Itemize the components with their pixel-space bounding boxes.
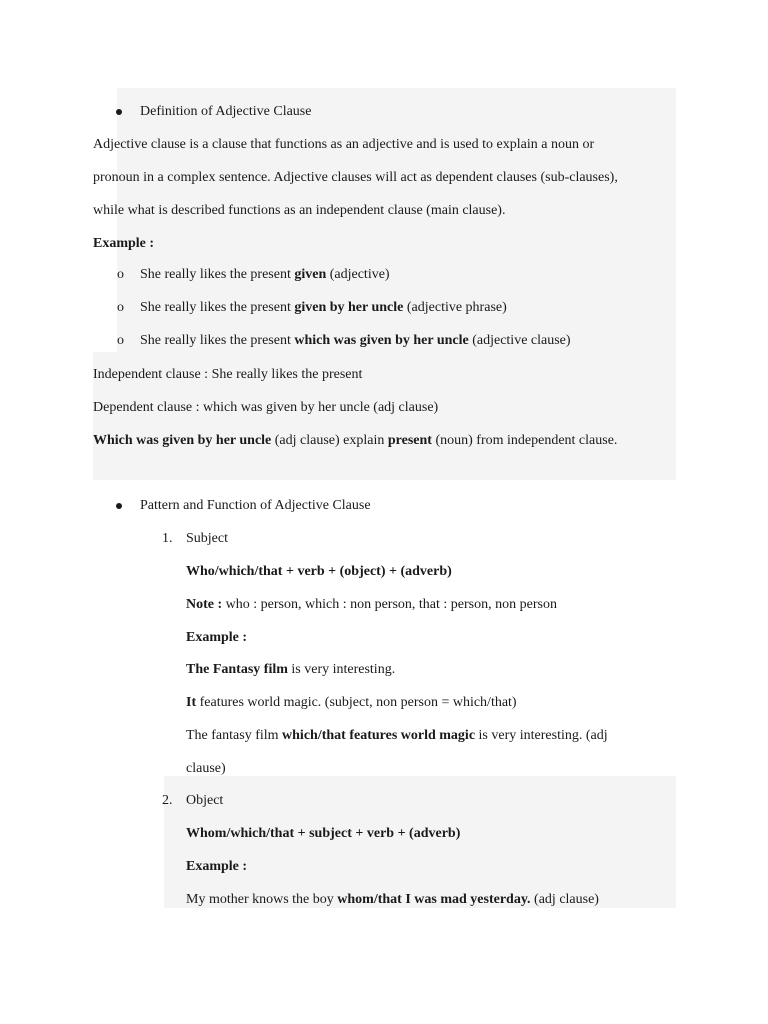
example-sentence-continued: clause): [186, 761, 226, 776]
example-sentence: The fantasy film which/that features world magic is very interesting. (adj: [186, 728, 608, 743]
section-heading-pattern: Pattern and Function of Adjective Clause: [140, 498, 371, 513]
example-item: She really likes the present which was given by her uncle (adjective clause): [140, 333, 571, 348]
dependent-clause-line: Dependent clause : which was given by her uncle (adj clause): [93, 400, 439, 415]
example-sentence: The Fantasy film is very interesting.: [186, 662, 396, 677]
example-item: She really likes the present given (adjective): [140, 267, 390, 282]
list-number: 2.: [162, 793, 173, 808]
section-heading-definition: Definition of Adjective Clause: [140, 104, 312, 119]
pattern-formula: Who/which/that + verb + (object) + (adverb): [186, 564, 452, 579]
bullet-icon: [116, 109, 122, 115]
pattern-formula: Whom/which/that + subject + verb + (adverb): [186, 826, 461, 841]
sub-bullet-marker: o: [117, 267, 124, 282]
independent-clause-line: Independent clause : She really likes the present: [93, 367, 363, 382]
sub-bullet-marker: o: [117, 333, 124, 348]
definition-line-3: while what is described functions as an independent clause (main clause).: [93, 203, 506, 218]
example-sentence: My mother knows the boy whom/that I was mad yesterday. (adj clause): [186, 892, 599, 907]
example-item: She really likes the present given by her uncle (adjective phrase): [140, 300, 507, 315]
list-item-title: Object: [186, 793, 224, 808]
definition-line-2: pronoun in a complex sentence. Adjective clauses will act as dependent clauses (sub-clauses),: [93, 170, 618, 185]
note-line: Note : who : person, which : non person, that : person, non person: [186, 597, 557, 612]
list-number: 1.: [162, 531, 173, 546]
definition-line-1: Adjective clause is a clause that functions as an adjective and is used to explain a noun or: [93, 137, 595, 152]
example-label: Example :: [93, 236, 155, 251]
example-label: Example :: [186, 859, 248, 874]
example-label: Example :: [186, 630, 248, 645]
example-sentence: It features world magic. (subject, non person = which/that): [186, 695, 517, 710]
list-item-title: Subject: [186, 531, 228, 546]
sub-bullet-marker: o: [117, 300, 124, 315]
explanation-line: Which was given by her uncle (adj clause) explain present (noun) from independent clause.: [93, 433, 618, 448]
bullet-icon: [116, 503, 122, 509]
